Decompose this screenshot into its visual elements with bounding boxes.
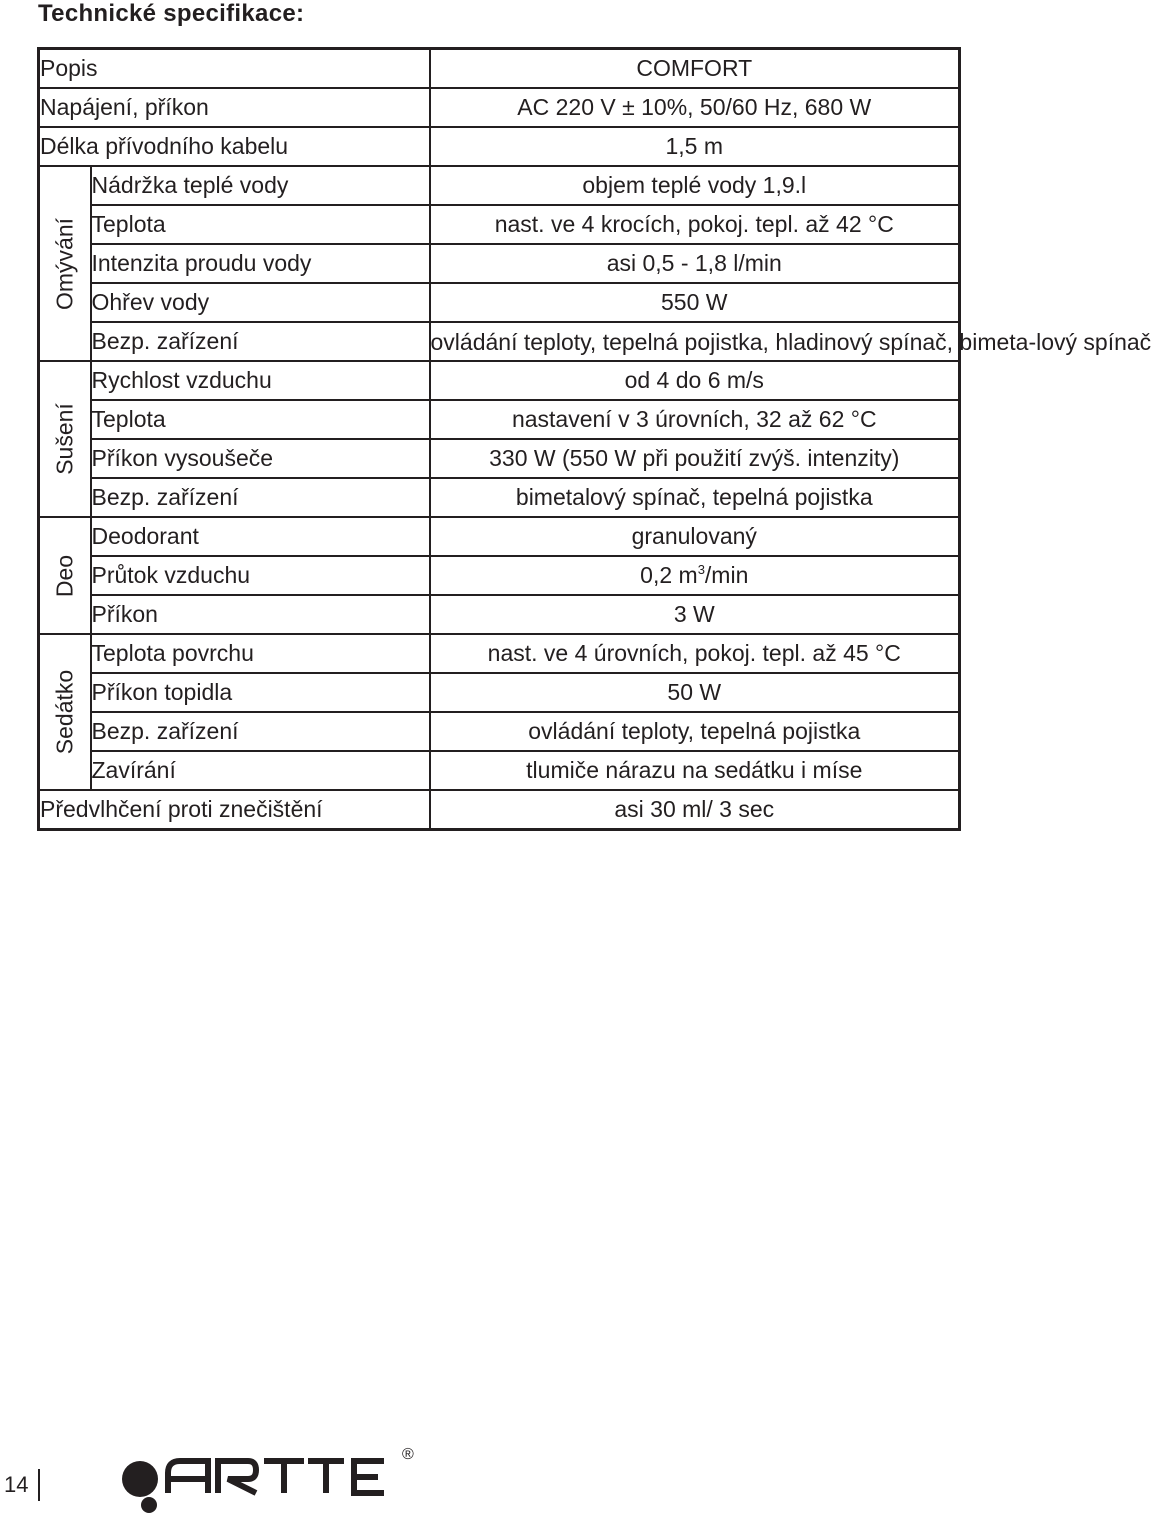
table-row [39, 205, 960, 244]
row-value: tlumiče nárazu na sedátku i míse [430, 751, 960, 790]
row-label: Bezp. zařízení [91, 478, 430, 517]
row-value: nastavení v 3 úrovních, 32 až 62 °C [430, 400, 960, 439]
row-value: AC 220 V ± 10%, 50/60 Hz, 680 W [430, 88, 960, 127]
page-number: 14 [0, 1469, 40, 1501]
row-label: Ohřev vody [91, 283, 430, 322]
value-superscript: 3 [697, 562, 705, 577]
row-label: Délka přívodního kabelu [39, 127, 430, 166]
logo-circle-large [122, 1461, 158, 1497]
table-row [39, 790, 960, 830]
table-row [39, 49, 960, 89]
row-value: 550 W [430, 283, 960, 322]
row-value: nast. ve 4 úrovních, pokoj. tepl. až 45 °C [430, 634, 960, 673]
table-row [39, 712, 960, 751]
table-row [39, 283, 960, 322]
row-value: od 4 do 6 m/s [430, 361, 960, 400]
row-label: Příkon [91, 595, 430, 634]
group-label: Sedátko [51, 669, 78, 755]
page-title: Technické specifikace: [38, 0, 305, 27]
table-row [39, 322, 960, 361]
table-row [39, 244, 960, 283]
table-row [39, 439, 960, 478]
row-label: Teplota [91, 400, 430, 439]
group-deo [39, 517, 91, 634]
group-label: Omývání [51, 217, 78, 310]
row-value: 3 W [430, 595, 960, 634]
table-row [39, 478, 960, 517]
table-row [39, 517, 960, 556]
row-value: granulovaný [430, 517, 960, 556]
row-value: ovládání teploty, tepelná pojistka, hladinový spínač, bimeta-lový spínač [430, 322, 960, 361]
row-value: 50 W [430, 673, 960, 712]
row-label: Napájení, příkon [39, 88, 430, 127]
row-value: nast. ve 4 krocích, pokoj. tepl. až 42 °C [430, 205, 960, 244]
group-suseni [39, 361, 91, 517]
row-label: Průtok vzduchu [91, 556, 430, 595]
row-label: Příkon vysoušeče [91, 439, 430, 478]
row-label: Rychlost vzduchu [91, 361, 430, 400]
row-label: Intenzita proudu vody [91, 244, 430, 283]
row-label: Zavírání [91, 751, 430, 790]
table-row [39, 634, 960, 673]
artec-logo [118, 1443, 418, 1533]
value-main: 0,2 m [640, 562, 698, 588]
table-row [39, 127, 960, 166]
header-value: COMFORT [430, 49, 960, 89]
spec-table [37, 47, 1151, 831]
row-value [430, 556, 960, 595]
row-value: 330 W (550 W při použití zvýš. intenzity) [430, 439, 960, 478]
logo-circle-small [141, 1497, 157, 1513]
row-label: Teplota povrchu [91, 634, 430, 673]
table-row [39, 400, 960, 439]
table-row [39, 751, 960, 790]
table-row [39, 556, 960, 595]
table-row [39, 361, 960, 400]
row-value: asi 0,5 - 1,8 l/min [430, 244, 960, 283]
row-value: bimetalový spínač, tepelná pojistka [430, 478, 960, 517]
group-sedatko [39, 634, 91, 790]
row-value: objem teplé vody 1,9.l [430, 166, 960, 205]
row-label: Příkon topidla [91, 673, 430, 712]
row-label: Teplota [91, 205, 430, 244]
row-value: ovládání teploty, tepelná pojistka [430, 712, 960, 751]
table-row [39, 166, 960, 205]
group-label: Sušení [51, 403, 78, 475]
row-value: asi 30 ml/ 3 sec [430, 790, 960, 830]
logo-letters [168, 1461, 384, 1493]
group-omyvani [39, 166, 91, 361]
row-label: Deodorant [91, 517, 430, 556]
group-label: Deo [51, 554, 78, 597]
row-label: Předvlhčení proti znečištění [39, 790, 430, 830]
row-label: Nádržka teplé vody [91, 166, 430, 205]
row-value: 1,5 m [430, 127, 960, 166]
registered-mark: ® [402, 1446, 414, 1463]
row-label: Bezp. zařízení [91, 712, 430, 751]
value-tail: /min [704, 562, 749, 588]
table-row [39, 88, 960, 127]
header-label: Popis [39, 49, 430, 89]
artec-logo-graphic [118, 1443, 418, 1528]
row-label: Bezp. zařízení [91, 322, 430, 361]
table-row [39, 595, 960, 634]
table-row [39, 673, 960, 712]
